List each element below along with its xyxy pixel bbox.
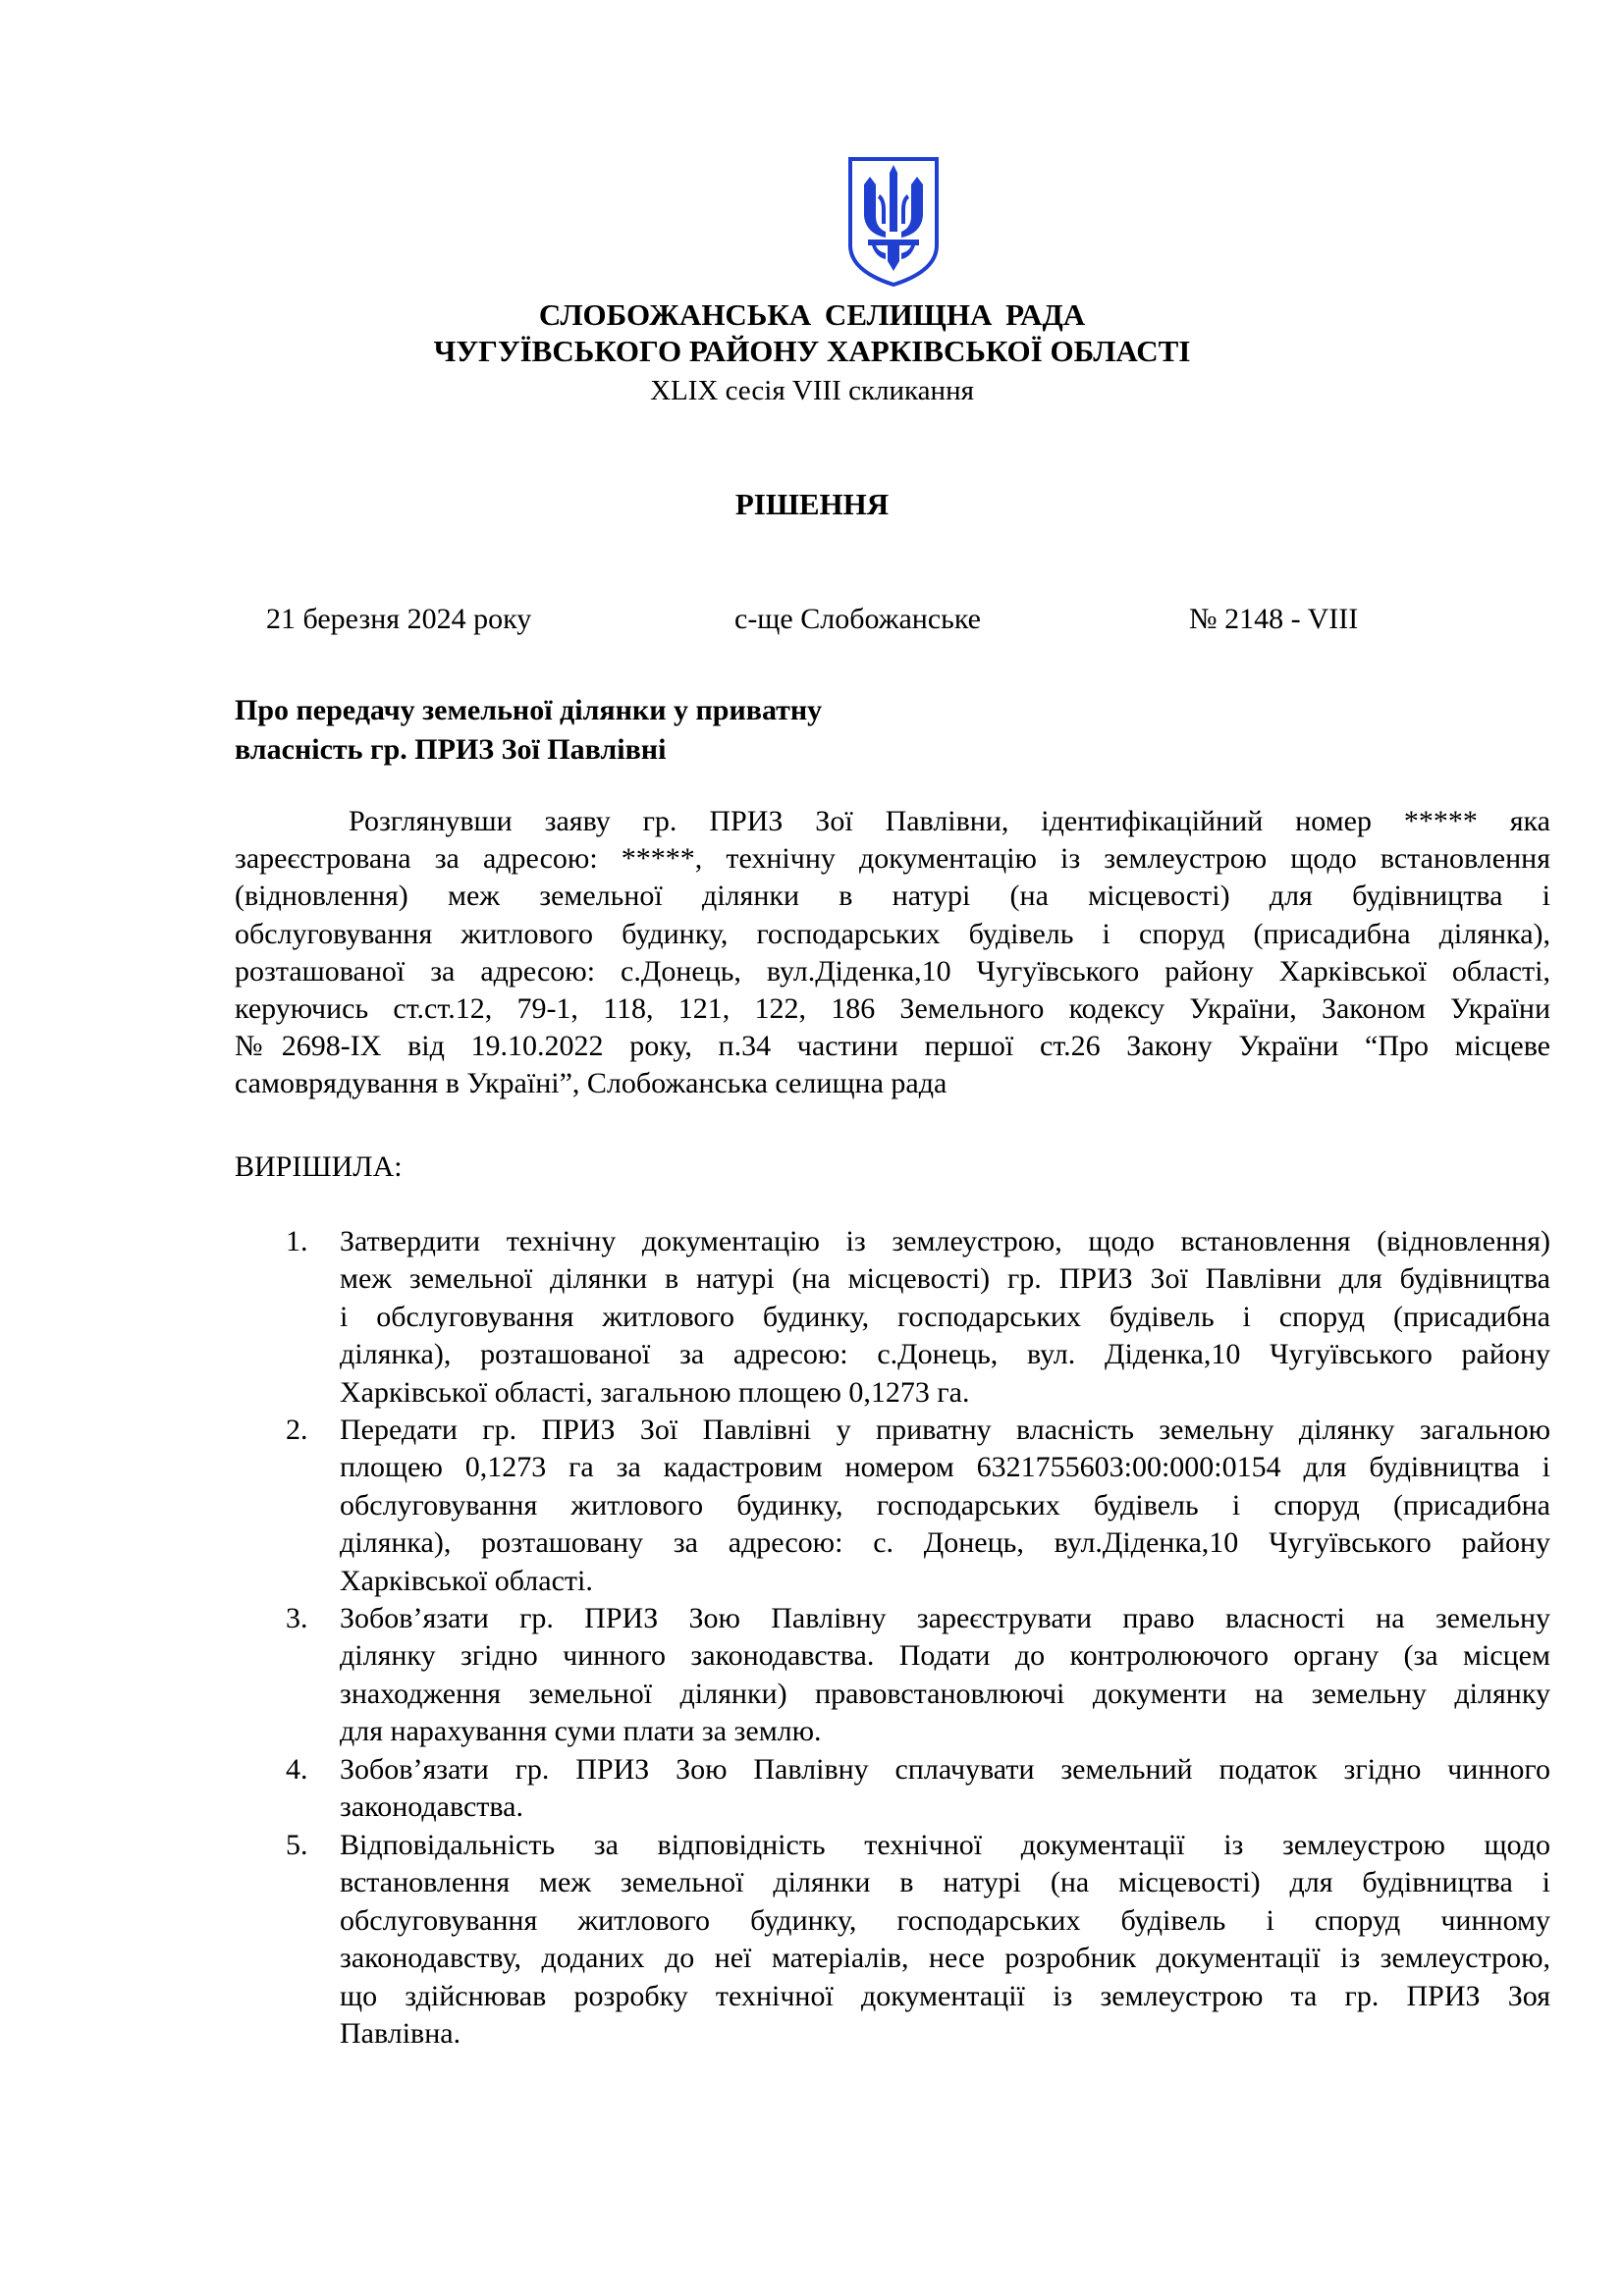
list-item-line: меж земельної ділянки в натурі (на місцевості) гр. ПРИЗ Зої Павлівни для будівництва [340,1262,1550,1296]
preamble-line: Розглянувши заяву гр. ПРИЗ Зої Павлівни, ідентифікаційний номер ***** яка [349,805,1550,837]
trident-coat-of-arms-icon [846,155,941,289]
preamble-line: самоврядування в Україні”, Слобожанська селищна рада [235,1067,947,1100]
list-item-line: ділянка), розташованої за адресою: с.Донець, вул. Діденка,10 Чугуївського району [340,1338,1550,1371]
preamble-line: №2698-ІХ від 19.10.2022 року, п.34 частини першої ст.26 Закону України “Про місцеве [235,1030,1550,1063]
list-item-line: Передати гр. ПРИЗ Зої Павлівні у приватну власність земельну ділянку загальною [340,1414,1550,1446]
list-item-line: Харківської області, загальною площею 0,1273 га. [340,1375,970,1409]
list-item-line: Зобов’язати гр. ПРИЗ Зою Павлівну сплачувати земельний податок згідно чинного [340,1753,1550,1786]
decision-number: № 2148 - VIII [1189,603,1359,635]
list-item-line: встановлення меж земельної ділянки в натурі (на місцевості) для будівництва і [340,1866,1550,1899]
resolved-label: ВИРІШИЛА: [235,1150,403,1183]
list-item-line: Відповідальність за відповідність технічної документації із землеустрою щодо [340,1829,1550,1861]
list-item-number: 5. [286,1829,308,1861]
list-item-line: ділянка), розташовану за адресою: с. Донець, вул.Діденка,10 Чугуївського району [340,1526,1550,1560]
list-item-text [340,1600,1550,1751]
subject-line: власність гр. ПРИЗ Зої Павлівні [235,733,667,766]
list-item-number: 4. [286,1753,308,1786]
decision-date: 21 березня 2024 року [266,603,532,635]
list-item-line: Павлівна. [340,2017,461,2051]
list-item-text [340,1827,1550,2053]
district-region-name: ЧУГУЇВСЬКОГО РАЙОНУ ХАРКІВСЬКОЇ ОБЛАСТІ [433,334,1191,368]
list-item-line: знаходження земельної ділянки) правовстановлюючі документи на земельну ділянку [340,1677,1550,1710]
preamble-line: керуючись ст.ст.12, 79-1, 118, 121, 122, 186 Земельного кодексу України, Законом України [235,992,1550,1026]
preamble-line: обслуговування житлового будинку, господарських будівель і споруд (присадибна ділянка), [235,917,1550,950]
list-item-line: і обслуговування житлового будинку, господарських будівель і споруд (присадибна [340,1300,1550,1333]
decision-title: РІШЕННЯ [734,487,890,521]
list-item-line: законодавства. [340,1790,523,1824]
list-item-line: обслуговування житлового будинку, господарських будівель і споруд чинному [340,1903,1550,1937]
list-item-number: 3. [286,1602,308,1634]
list-item-number: 2. [286,1414,308,1446]
list-item-line: площею 0,1273 га за кадастровим номером 6321755603:00:000:0154 для будівництва і [340,1451,1550,1484]
list-item-line: що здійснював розробку технічної документації із землеустрою та гр. ПРИЗ Зоя [340,1979,1550,2012]
preamble-line: зареєстрована за адресою: *****, технічну документацію із землеустрою щодо встановлення [235,842,1550,876]
list-item-text [340,1412,1550,1600]
list-item-line: Харківської області. [340,1564,593,1597]
list-item-line: законодавству, доданих до неї матеріалів, несе розробник документації із землеустрою, [340,1942,1550,1975]
preamble-line: (відновлення) меж земельної ділянки в натурі (на місцевості) для будівництва і [235,880,1550,913]
list-item-line: для нарахування суми плати за землю. [340,1715,822,1748]
preamble-paragraph [235,803,1550,1103]
list-item-line: обслуговування житлового будинку, господарських будівель і споруд (присадибна [340,1488,1550,1522]
list-item-line: Затвердити технічну документацію із землеустрою, щодо встановлення (відновлення) [340,1225,1550,1257]
list-item-line: Зобов’язати гр. ПРИЗ Зою Павлівну зареєструвати право власності на земельну [340,1602,1550,1634]
decision-place: с-ще Слобожанське [734,603,981,635]
preamble-line: розташованої за адресою: с.Донець, вул.Діденка,10 Чугуївського району Харківської області, [235,954,1550,988]
subject-line: Про передачу земельної ділянки у приватну [235,694,823,726]
list-item-line: ділянку згідно чинного законодавства. Подати до контролюючого органу (за місцем [340,1639,1550,1673]
list-item-text [340,1223,1550,1412]
council-name: СЛОБОЖАНСЬКА СЕЛИЩНА РАДА [538,297,1086,332]
session-info: XLIX сесія VIII скликання [650,375,974,406]
list-item-number: 1. [286,1225,308,1257]
decision-subject [235,691,822,770]
list-item-text [340,1751,1550,1827]
